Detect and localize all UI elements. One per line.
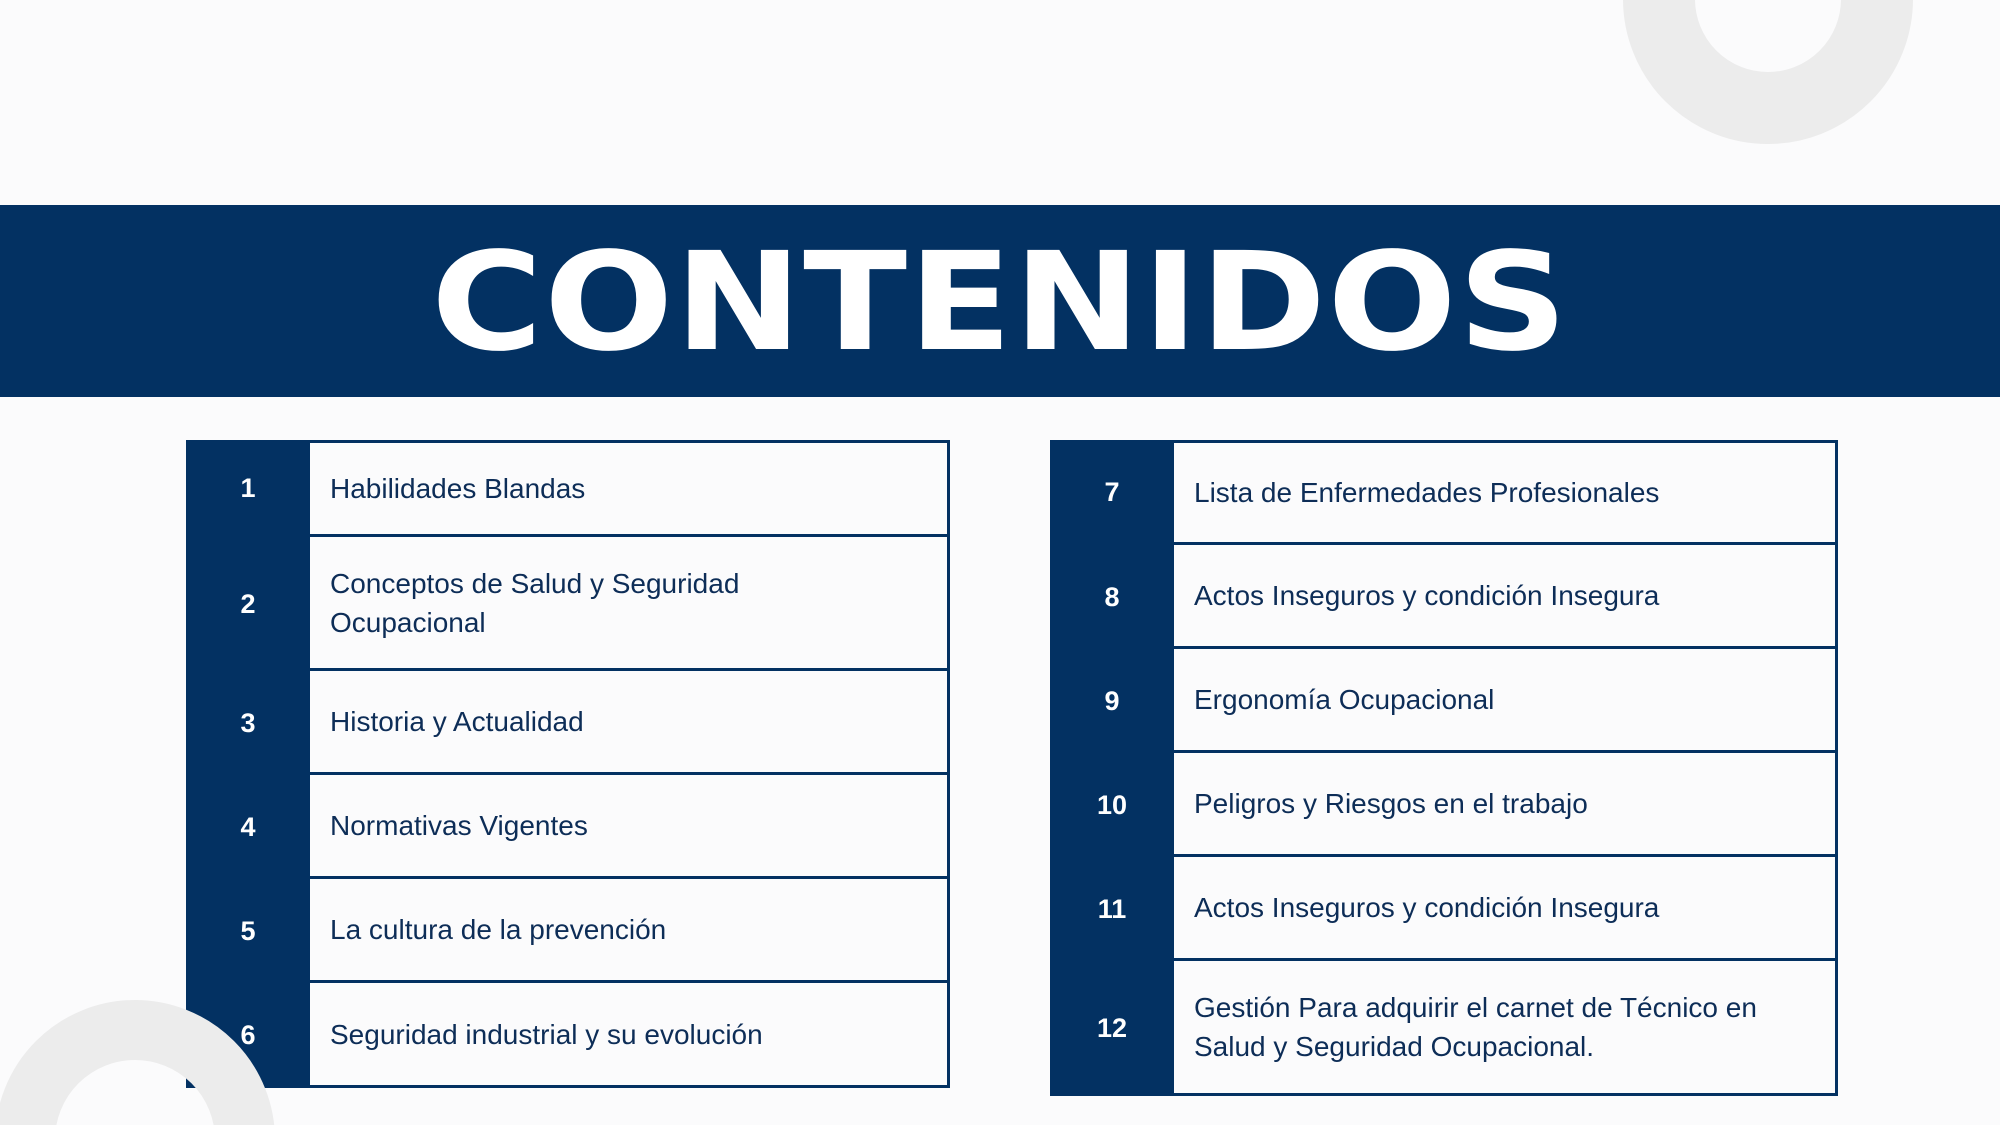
- list-item: [1050, 961, 1838, 1096]
- item-number: 11: [1097, 893, 1127, 924]
- list-item: [186, 775, 950, 879]
- item-number: 9: [1104, 685, 1120, 716]
- page-title: CONTENIDOS: [431, 224, 1569, 382]
- item-number: 6: [240, 1020, 256, 1050]
- decorative-ring-top: [1623, 0, 1913, 144]
- item-label: Lista de Enfermedades Profesionales: [1174, 440, 1838, 545]
- item-number: 2: [240, 588, 256, 619]
- contents-table-right: [1050, 440, 1838, 1096]
- list-item: [1050, 440, 1838, 545]
- list-item: [1050, 649, 1838, 753]
- item-number: 5: [240, 915, 256, 946]
- item-number: 4: [240, 811, 256, 842]
- item-number: 12: [1096, 1013, 1128, 1043]
- list-item: [1050, 545, 1838, 649]
- contents-table-left: [186, 440, 950, 1088]
- item-label: Actos Inseguros y condición Insegura: [1174, 857, 1838, 961]
- item-label: La cultura de la prevención: [310, 879, 950, 983]
- item-label: Actos Inseguros y condición Insegura: [1174, 545, 1838, 649]
- item-number: 8: [1104, 581, 1120, 612]
- item-number: 1: [240, 473, 256, 503]
- list-item: [186, 879, 950, 983]
- list-item: [1050, 753, 1838, 857]
- item-label: Habilidades Blandas: [310, 440, 950, 537]
- item-label: Normativas Vigentes: [310, 775, 950, 879]
- list-item: [186, 671, 950, 775]
- item-label: Seguridad industrial y su evolución: [310, 983, 950, 1088]
- list-item: [186, 440, 950, 537]
- list-item: [1050, 857, 1838, 961]
- item-number: 10: [1096, 789, 1128, 820]
- item-number: 3: [240, 707, 256, 738]
- item-label: Gestión Para adquirir el carnet de Técnico en Salud y Seguridad Ocupacional.: [1174, 961, 1838, 1096]
- list-item: [186, 537, 950, 671]
- title-banner: [0, 205, 2000, 397]
- item-number: 7: [1104, 477, 1120, 507]
- item-label: Peligros y Riesgos en el trabajo: [1174, 753, 1838, 857]
- item-label: Conceptos de Salud y Seguridad Ocupacional: [310, 537, 950, 671]
- list-item: [186, 983, 950, 1088]
- item-label: Ergonomía Ocupacional: [1174, 649, 1838, 753]
- item-label: Historia y Actualidad: [310, 671, 950, 775]
